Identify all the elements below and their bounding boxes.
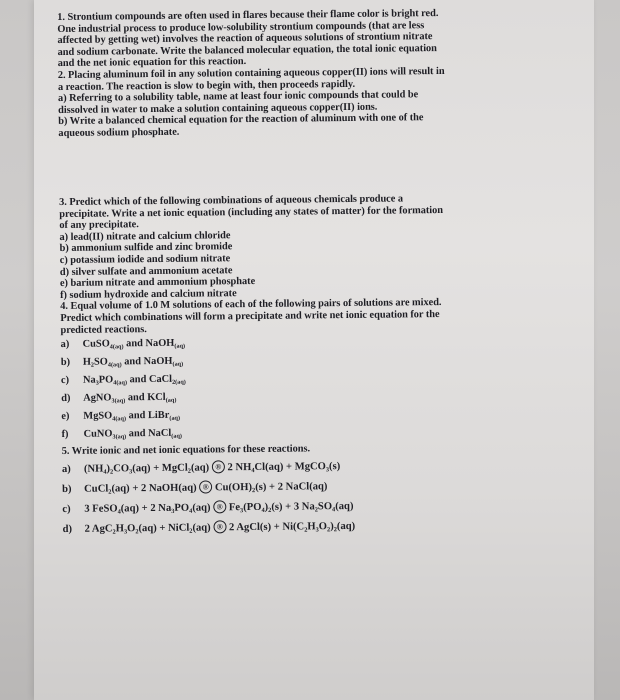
text-line: predicted reactions. [60, 323, 147, 336]
text-line: 5. Write ionic and net ionic equations for these reactions. [61, 443, 311, 457]
option-f: f) sodium hydroxide and calcium nitrate [60, 287, 237, 301]
text-line: affected by getting wet) involves the reaction of aqueous solutions of strontium nitrate [57, 31, 433, 47]
questions-1-2 [57, 7, 528, 139]
text-line: b) Write a balanced chemical equation for the reaction of aluminum with one of the [58, 112, 424, 128]
text-line: Predict which combinations will form a precipitate and write net ionic equation for the [60, 308, 440, 324]
pair-row: b) $H_2SO_{4(aq)}$ and NaOH$_{(aq)}$ [60, 355, 184, 369]
equation-row: d) 2 AgC₂H₃O₂(aq) + NiCl₂(aq) ® 2 AgCl(s) + Ni(C₂H₃O₂)₂(aq) [62, 520, 356, 535]
option-a: a) lead(II) nitrate and calcium chloride [59, 229, 231, 243]
equation-row: b) CuCl₂(aq) + 2 NaOH(aq) ® Cu(OH)₂(s) + 2 NaCl(aq) [62, 481, 328, 495]
pair-row: e) MgSO$_{4(aq)}$ and LiBr$_{(aq)}$ [61, 409, 181, 423]
pair-row: d) AgNO$_{3(aq)}$ and KCl$_{(aq)}$ [61, 391, 177, 405]
equation-row: a) (NH₄)₂CO₃(aq) + MgCl₂(aq) ® 2 NH₄Cl(aq) + MgCO₃(s) [61, 461, 341, 475]
option-b: b) ammonium sulfide and zinc bromide [59, 241, 233, 255]
text-line: 1. Strontium compounds are often used in flares because their flame color is bright red. [57, 8, 439, 23]
text-line: 2. Placing aluminum foil in any solution containing aqueous copper(II) ions will result in [57, 65, 445, 81]
text-line: and sodium carbonate. Write the balanced molecular equation, the total ionic equation [57, 42, 437, 58]
text-line: a reaction. The reaction is slow to begin with, then proceeds rapidly. [57, 78, 356, 93]
arrow-symbol: ® [212, 460, 225, 473]
text-line: dissolved in water to make a solution containing aqueous copper(II) ions. [58, 101, 378, 116]
text-line: One industrial process to produce low-solubility strontium compounds (that are less [57, 19, 425, 35]
pair-row: c) $Na_3PO_{4(aq)}$ and CaCl$_{2(aq)}$ [60, 373, 186, 387]
text-line: 3. Predict which of the following combinations of aqueous chemicals produce a [59, 193, 404, 208]
text-line: of any precipitate. [59, 219, 139, 232]
text-line: a) Referring to a solubility table, name at least four ionic compounds that could be [57, 89, 419, 105]
text-line: 4. Equal volume of 1.0 M solutions of each of the following pairs of solutions are mixed. [60, 297, 442, 313]
pair-row: f) CuNO$_{3(aq)}$ and NaCl$_{(aq)}$ [61, 427, 182, 441]
text-line: precipitate. Write a net ionic equation (including any states of matter) for the formation [59, 204, 444, 220]
questions-3-4 [59, 192, 530, 336]
text-line: aqueous sodium phosphate. [58, 126, 180, 139]
option-e: e) barium nitrate and ammonium phosphate [59, 276, 256, 290]
text-line: and the net ionic equation for this reaction. [57, 56, 247, 70]
equations [62, 455, 533, 540]
arrow-symbol: ® [213, 520, 226, 533]
solution-pairs [61, 331, 532, 444]
equation-row: c) 3 FeSO₄(aq) + 2 Na₃PO₄(aq) ® Fe₃(PO₄)₂(s) + 3 Na₂SO₄(aq) [62, 500, 354, 515]
pair-row: a) CuSO$_{4(aq)}$ and NaOH$_{(aq)}$ [60, 337, 186, 351]
arrow-symbol: ® [213, 500, 226, 513]
option-d: d) silver sulfate and ammonium acetate [59, 264, 233, 278]
arrow-symbol: ® [199, 480, 212, 493]
option-c: c) potassium iodide and sodium nitrate [59, 253, 231, 266]
